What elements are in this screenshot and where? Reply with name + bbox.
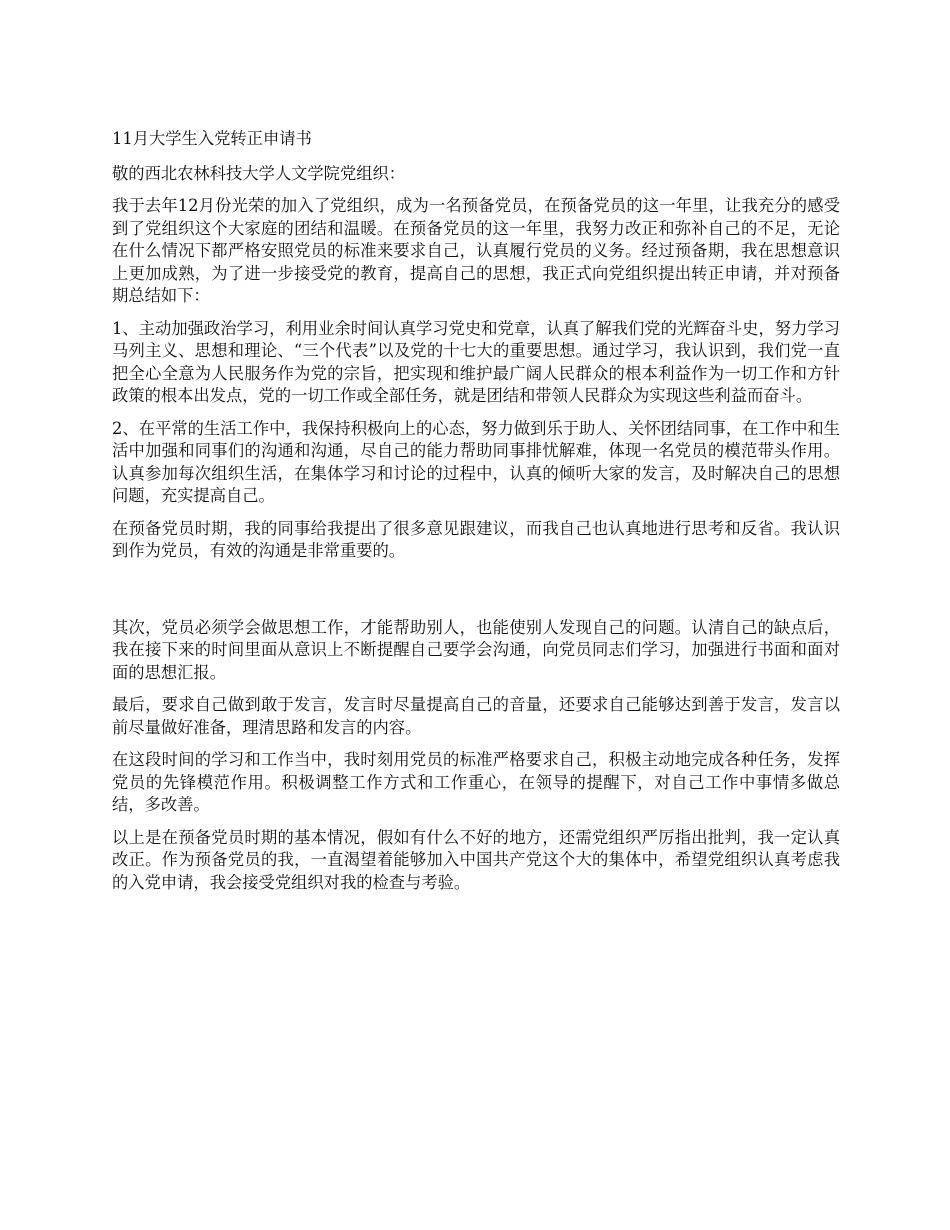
paragraph-point-2: 2、在平常的生活工作中，我保持积极向上的心态，努力做到乐于助人、关怀团结同事，在工作中和生活中加强和同事们的沟通和沟通，尽自己的能力帮助同事排忧解难，体现一名党员的模范带头作用。认真参加每次组织生活，在集体学习和讨论的过程中，认真的倾听大家的发言，及时解决自己的思想问题，充实提高自己。 (112, 418, 840, 505)
paragraph-closing: 以上是在预备党员时期的基本情况，假如有什么不好的地方，还需党组织严厉指出批判，我一定认真改正。作为预备党员的我，一直渴望着能够加入中国共产党这个大的集体中，希望党组织认真考虑我的入党申请，我会接受党组织对我的检查与考验。 (112, 827, 840, 892)
document-body (112, 118, 840, 904)
paragraph-secondly: 其次，党员必须学会做思想工作，才能帮助别人，也能使别人发现自己的问题。认清自己的缺点后，我在接下来的时间里面从意识上不断提醒自己要学会沟通，向党员同志们学习，加强进行书面和面对面的思想汇报。 (112, 617, 840, 682)
paragraph-study-work: 在这段时间的学习和工作当中，我时刻用党员的标准严格要求自己，积极主动地完成各种任务，发挥党员的先锋模范作用。积极调整工作方式和工作重心，在领导的提醒下，对自己工作中事情多做总结，多改善。 (112, 750, 840, 814)
blank-gap (112, 573, 840, 617)
paragraph-reflection: 在预备党员时期，我的同事给我提出了很多意见跟建议，而我自己也认真地进行思考和反省。我认识到作为党员，有效的沟通是非常重要的。 (112, 518, 840, 560)
paragraph-finally: 最后，要求自己做到敢于发言，发言时尽量提高自己的音量，还要求自己能够达到善于发言，发言以前尽量做好准备，理清思路和发言的内容。 (112, 695, 840, 737)
document-title: 11月大学生入党转正申请书 (112, 129, 312, 148)
paragraph-intro: 我于去年12月份光荣的加入了党组织，成为一名预备党员，在预备党员的这一年里，让我充分的感受到了党组织这个大家庭的团结和温暖。在预备党员的这一年里，我努力改正和弥补自己的不足，无论在什么情况下都严格安照党员的标准来要求自己，认真履行党员的义务。经过预备期，我在思想意识上更加成熟，为了进一步接受党的教育，提高自己的思想，我正式向党组织提出转正申请，并对预备期总结如下： (112, 196, 840, 305)
salutation: 敬的西北农林科技大学人文学院党组织： (112, 163, 406, 183)
paragraph-point-1: 1、主动加强政治学习，利用业余时间认真学习党史和党章，认真了解我们党的光辉奋斗史，努力学习马列主义、思想和理论、“三个代表”以及党的十七大的重要思想。通过学习，我认识到，我们党一直把全心全意为人民服务作为党的宗旨，把实现和维护最广阔人民群众的根本利益作为一切工作和方针政策的根本出发点，党的一切工作或全部任务，就是团结和带领人民群众为实现这些利益而奋斗。 (112, 318, 840, 405)
